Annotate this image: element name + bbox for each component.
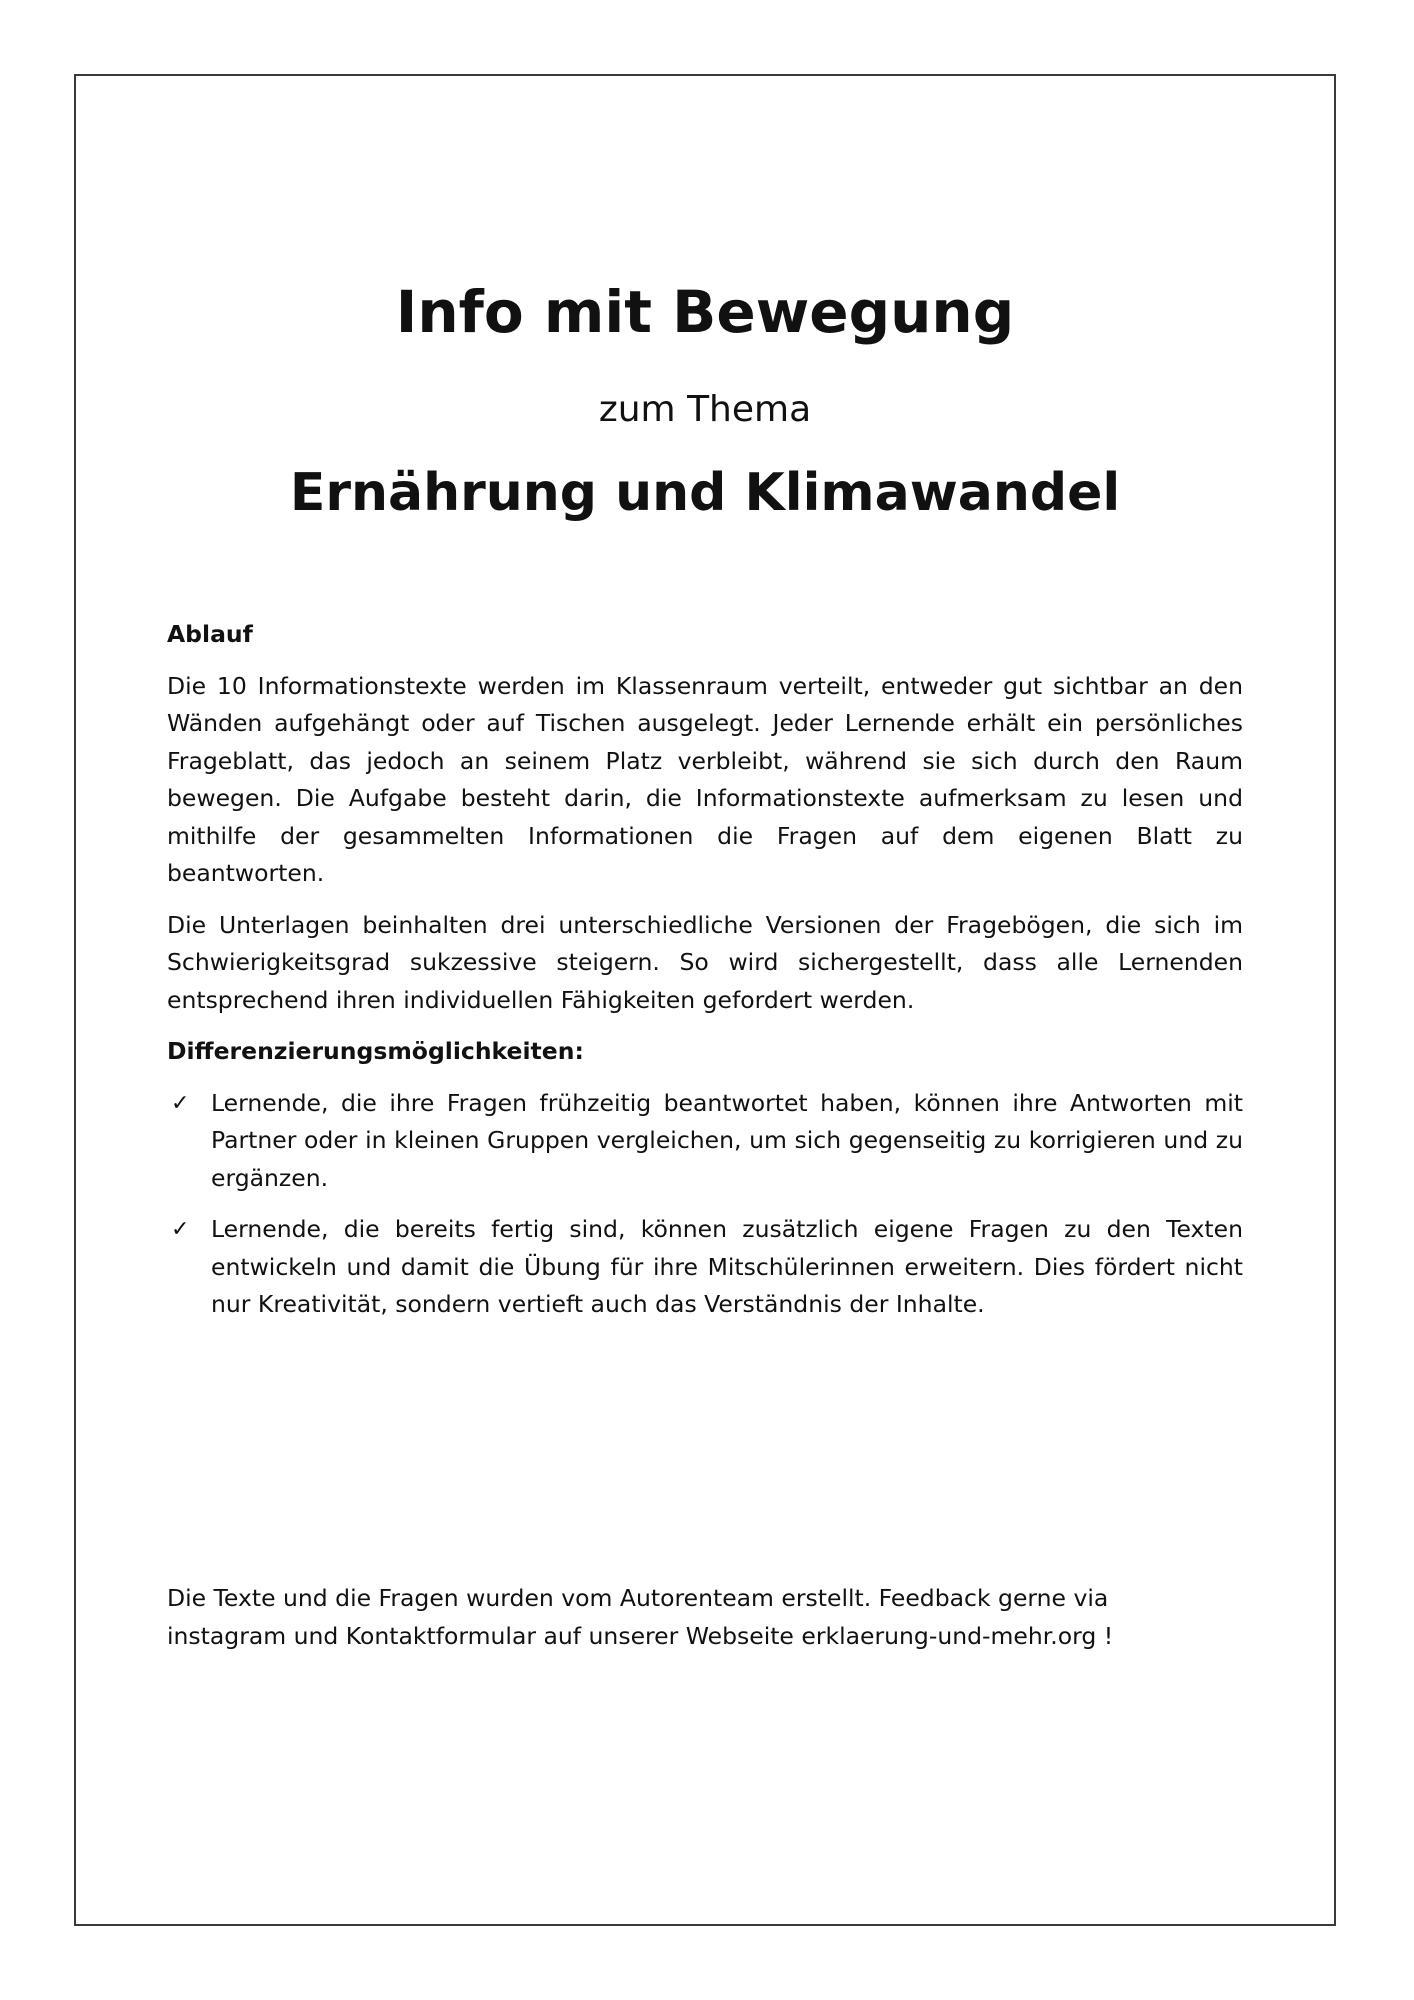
- list-item-text: Lernende, die bereits fertig sind, können zusätzlich eigene Fragen zu den Texten entwickeln und damit die Übung für ihre Mitschülerinnen erweitern. Dies fördert nicht nur Kreativität, sondern vertieft auch das Verständnis der Inhalte.: [211, 1215, 1243, 1318]
- ablauf-paragraph: Die Unterlagen beinhalten drei unterschiedliche Versionen der Fragebögen, die sich im Schwierigkeitsgrad sukzessive steigern. So wird sichergestellt, dass alle Lernenden entsprechend ihren individuellen Fähigkeiten gefordert werden.: [167, 910, 1243, 1014]
- footer-line: instagram und Kontaktformular auf unserer Webseite erklaerung-und-mehr.org !: [167, 1621, 1114, 1650]
- footer-note: [167, 1580, 1243, 1655]
- checkmark-icon: ✓: [171, 1090, 190, 1116]
- list-item: [167, 1085, 1243, 1198]
- document-topic: Ernährung und Klimawandel: [289, 463, 1121, 523]
- checkmark-icon: ✓: [171, 1217, 190, 1242]
- list-item-text: Lernende, die ihre Fragen frühzeitig beantwortet haben, können ihre Antworten mit Partner oder in kleinen Gruppen vergleichen, um sich gegenseitig zu korrigieren und zu ergänzen.: [211, 1088, 1243, 1192]
- ablauf-heading: Ablauf: [167, 620, 253, 648]
- differenzierung-list: [167, 1085, 1243, 1324]
- document-subtitle: zum Thema: [598, 389, 812, 430]
- footer-line: Die Texte und die Fragen wurden vom Autorenteam erstellt. Feedback gerne via: [167, 1584, 1109, 1612]
- ablauf-paragraph: Die 10 Informationstexte werden im Klassenraum verteilt, entweder gut sichtbar an den Wänden aufgehängt oder auf Tischen ausgelegt. Jeder Lernende erhält ein persönliches Frageblatt, das jedoch an seinem Platz verbleibt, während sie sich durch den Raum bewegen. Die Aufgabe besteht darin, die Informationstexte aufmerksam zu lesen und mithilfe der gesammelten Informationen die Fragen auf dem eigenen Blatt zu beantworten.: [167, 671, 1243, 887]
- document-title: Info mit Bewegung: [395, 278, 1015, 346]
- list-item: [167, 1211, 1243, 1324]
- differenzierung-heading: Differenzierungsmöglichkeiten:: [167, 1037, 584, 1065]
- document-body: [167, 616, 1243, 1338]
